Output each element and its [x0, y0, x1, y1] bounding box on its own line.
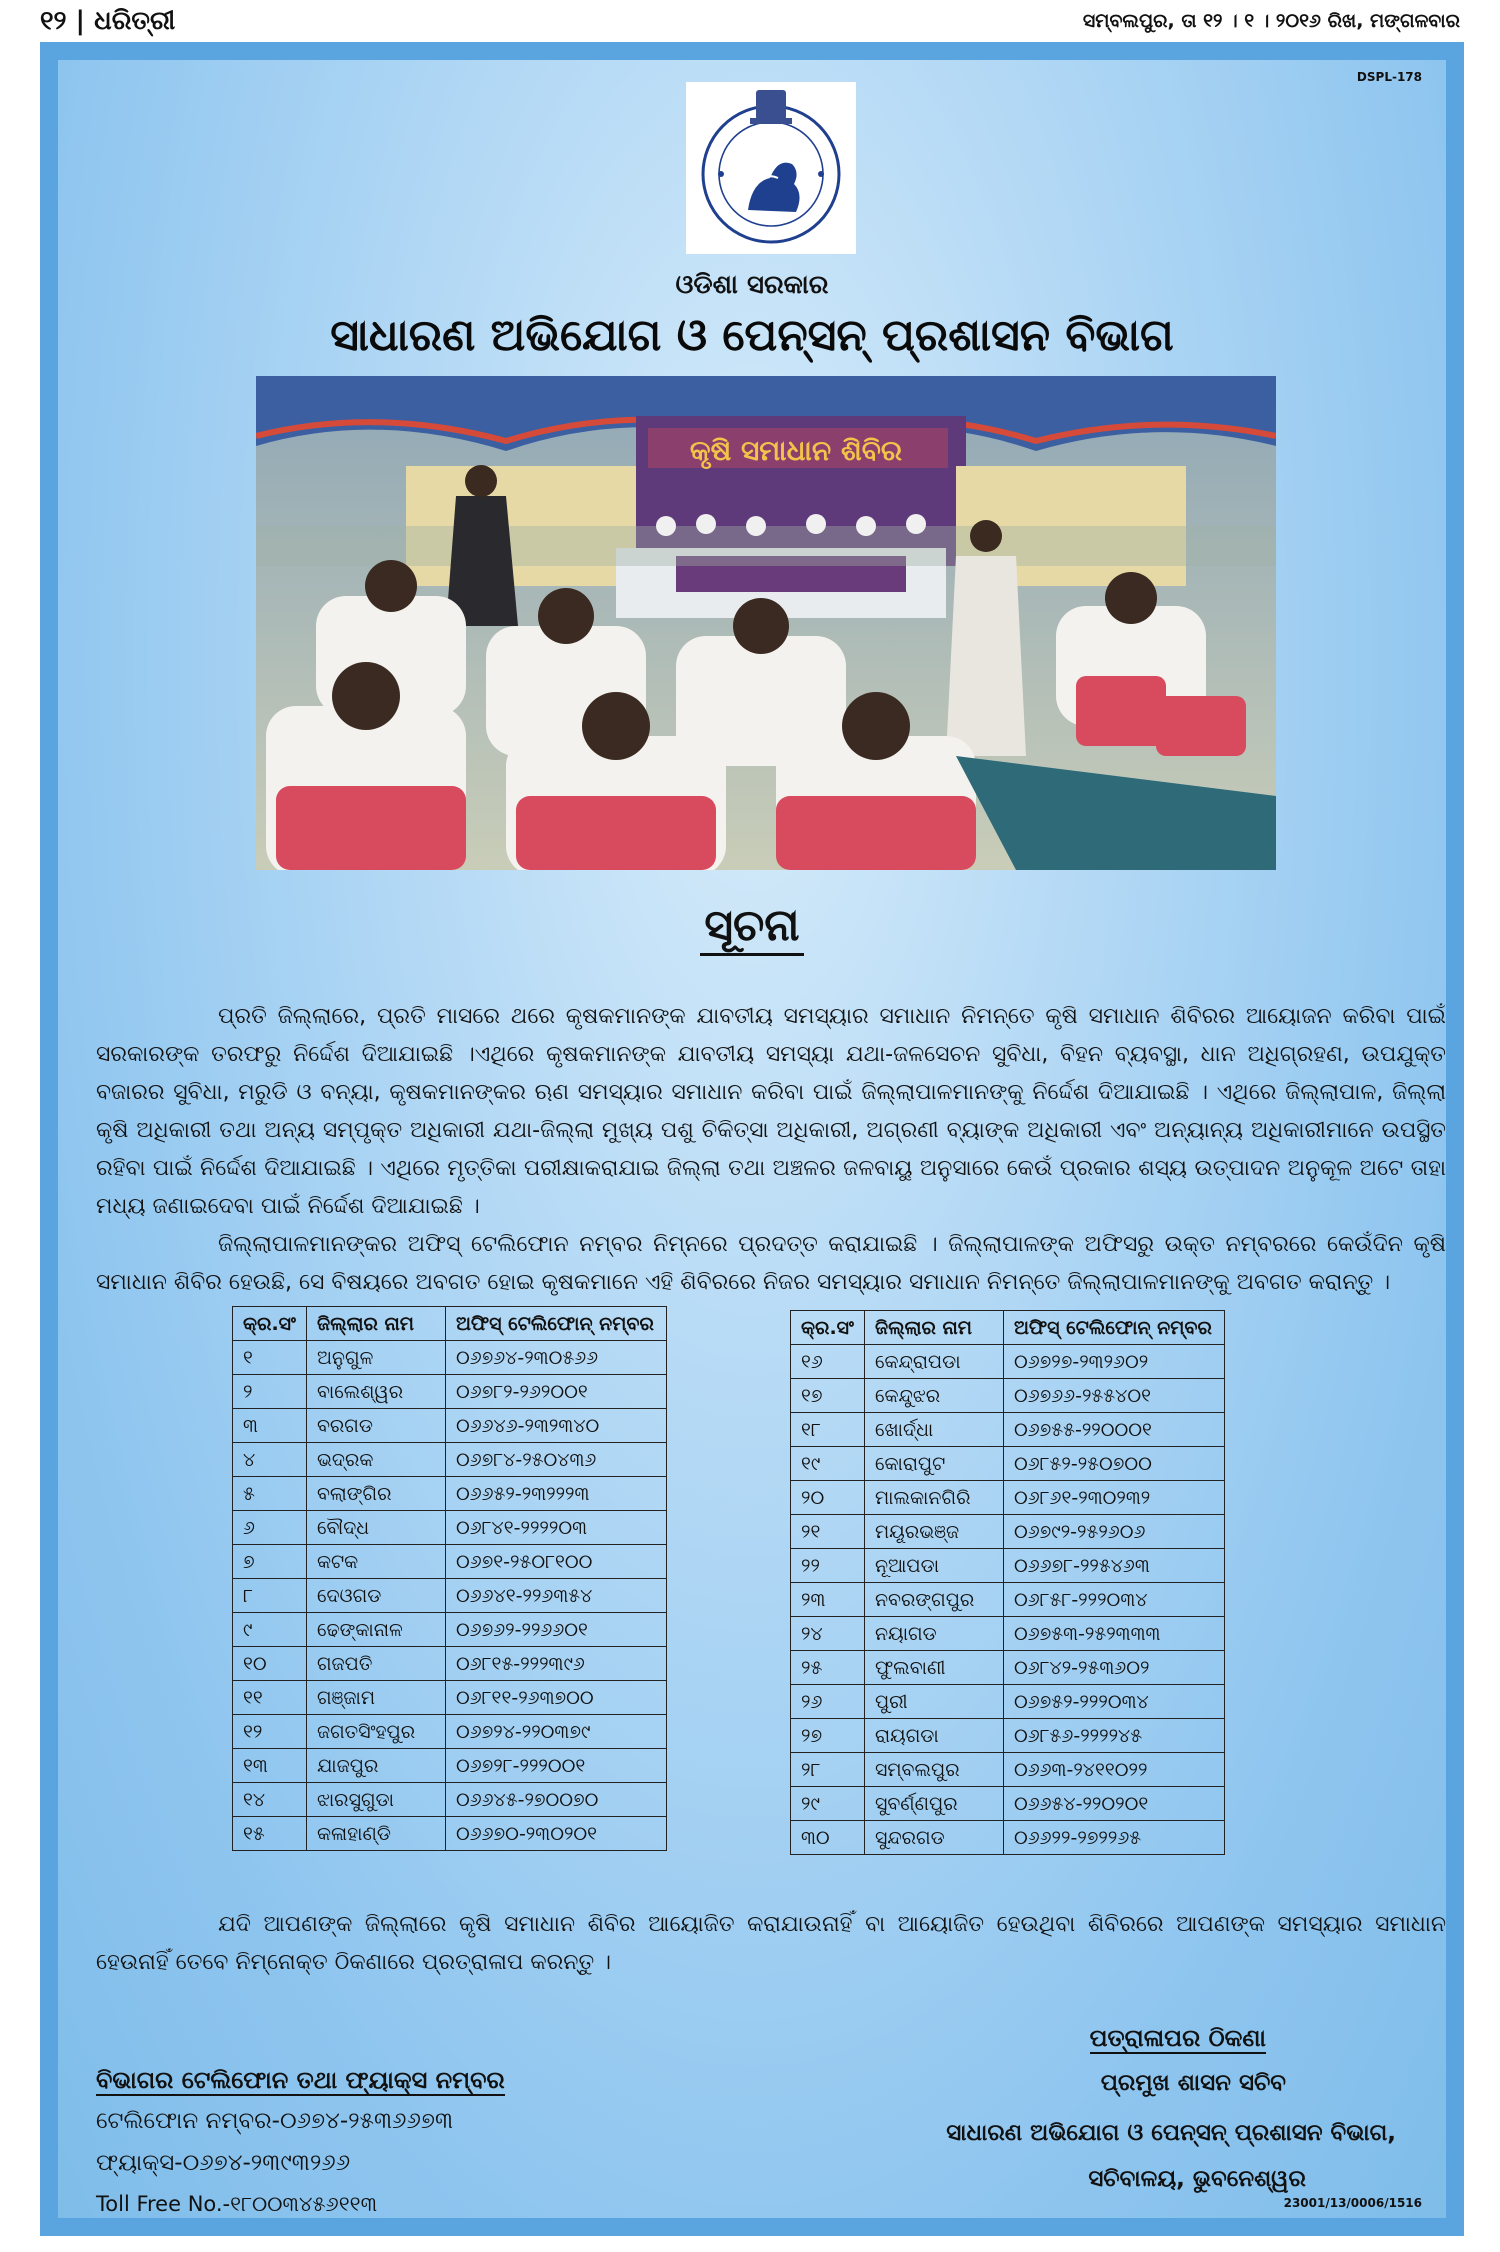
- serial-cell: ୯: [233, 1613, 307, 1647]
- serial-cell: ୨୩: [791, 1583, 865, 1617]
- district-cell: ମାଲକାନଗିରି: [864, 1481, 1003, 1515]
- district-cell: ଝାରସୁଗୁଡା: [306, 1783, 445, 1817]
- district-cell: ସୁବର୍ଣ୍ଣପୁର: [864, 1787, 1003, 1821]
- phone-cell: ୦୬୭୬୪-୨୩୦୫୬୬: [445, 1341, 666, 1375]
- phone-cell: ୦୬୭୨୭-୨୩୨୬୦୨: [1003, 1345, 1224, 1379]
- district-cell: କେନ୍ଦୁଝର: [864, 1379, 1003, 1413]
- table-row: [233, 1749, 667, 1783]
- district-cell: ଖୋର୍ଦ୍ଧା: [864, 1413, 1003, 1447]
- phone-cell: ୦୬୮୪୧-୨୨୨୨୦୩: [445, 1511, 666, 1545]
- table-row: [791, 1753, 1225, 1787]
- serial-cell: ୨୦: [791, 1481, 865, 1515]
- table-row: [791, 1821, 1225, 1855]
- serial-cell: ୭: [233, 1545, 307, 1579]
- table-row: [791, 1481, 1225, 1515]
- phone-cell: ୦୬୮୫୬-୨୨୨୨୪୫: [1003, 1719, 1224, 1753]
- notice-heading-text: ସୂଚନା: [700, 900, 803, 956]
- serial-cell: ୧୨: [233, 1715, 307, 1749]
- phone-cell: ୦୬୭୬୬-୨୫୫୪୦୧: [1003, 1379, 1224, 1413]
- district-cell: ଯାଜପୁର: [306, 1749, 445, 1783]
- newspaper-masthead: [0, 0, 1500, 42]
- district-cell: ଗଞ୍ଜାମ: [306, 1681, 445, 1715]
- district-cell: କେନ୍ଦ୍ରାପଡା: [864, 1345, 1003, 1379]
- phone-cell: ୦୬୭୫୨-୨୨୨୦୩୪: [1003, 1685, 1224, 1719]
- phone-cell: ୦୬୬୭୮-୨୨୫୪୬୩: [1003, 1549, 1224, 1583]
- notice-paragraph-2: ଜିଲ୍ଲାପାଳମାନଙ୍କର ଅଫିସ୍ ଟେଲିଫୋନ ନମ୍ବର ନିମ୍ନରେ ପ୍ରଦତ୍ତ କରାଯାଇଛି । ଜିଲ୍ଲାପାଳଙ୍କ ଅଫିସରୁ ଉକ୍ତ ନମ୍ବରରେ କେଉଁଦିନ କୃଷି ସମାଧାନ ଶିବିର ହେଉଛି, ସେ ବିଷୟରେ ଅବଗତ ହୋଇ କୃଷକମାନେ ଏହି ଶିବିରରେ ନିଜର ସମସ୍ୟାର ସମାଧାନ ନିମନ୍ତେ ଜିଲ୍ଲାପାଳମାନଙ୍କୁ ଅବଗତ କରାନ୍ତୁ ।: [96, 1232, 1446, 1295]
- serial-cell: ୧୭: [791, 1379, 865, 1413]
- serial-cell: ୨୫: [791, 1651, 865, 1685]
- phone-cell: ୦୬୮୫୮-୨୨୨୦୩୪: [1003, 1583, 1224, 1617]
- serial-cell: ୨୯: [791, 1787, 865, 1821]
- table-row: [233, 1783, 667, 1817]
- phone-cell: ୦୬୬୫୨-୨୩୨୨୨୩: [445, 1477, 666, 1511]
- district-cell: ନୂଆପଡା: [864, 1549, 1003, 1583]
- government-name: ଓଡିଶା ସରକାର: [675, 270, 829, 300]
- table-row: [791, 1447, 1225, 1481]
- district-cell: ନୟାଗଡ: [864, 1617, 1003, 1651]
- district-cell: ଭଦ୍ରକ: [306, 1443, 445, 1477]
- phone-cell: ୦୬୬୨୨-୨୭୨୨୬୫: [1003, 1821, 1224, 1855]
- table-row: [791, 1583, 1225, 1617]
- table-header-row: [791, 1311, 1225, 1345]
- table-row: [791, 1651, 1225, 1685]
- district-cell: ଦେଓଗଡ: [306, 1579, 445, 1613]
- phone-cell: ୦୬୬୭୦-୨୩୦୨୦୧: [445, 1817, 666, 1851]
- table-row: [791, 1515, 1225, 1549]
- department-phone: ଟେଲିଫୋନ ନମ୍ବର-୦୬୭୪-୨୫୩୬୬୭୩: [96, 2108, 454, 2134]
- district-cell: ଫୁଲବାଣୀ: [864, 1651, 1003, 1685]
- serial-cell: ୫: [233, 1477, 307, 1511]
- col-header-phone: ଅଫିସ୍ ଟେଲିଫୋନ୍ ନମ୍ବର: [445, 1307, 666, 1341]
- col-header-phone: ଅଫିସ୍ ଟେଲିଫୋନ୍ ନମ୍ବର: [1003, 1311, 1224, 1345]
- table-row: [791, 1413, 1225, 1447]
- department-fax: ଫ୍ୟାକ୍ସ-୦୬୭୪-୨୩୯୩୨୬୬: [96, 2150, 351, 2176]
- phone-cell: ୦୬୬୪୬-୨୩୨୩୪୦: [445, 1409, 666, 1443]
- department-contact-heading-text: ବିଭାଗର ଟେଲିଫୋନ ତଥା ଫ୍ୟାକ୍ସ ନମ୍ବର: [96, 2066, 505, 2094]
- phone-cell: ୦୬୭୨୮-୨୨୨୦୦୧: [445, 1749, 666, 1783]
- table-row: [233, 1613, 667, 1647]
- district-cell: ସୁନ୍ଦରଗଡ: [864, 1821, 1003, 1855]
- table-row: [233, 1477, 667, 1511]
- phone-cell: ୦୬୮୬୧-୨୩୦୨୩୨: [1003, 1481, 1224, 1515]
- serial-cell: ୨୧: [791, 1515, 865, 1549]
- phone-cell: ୦୬୬୪୫-୨୭୦୦୭୦: [445, 1783, 666, 1817]
- department-title: ସାଧାରଣ ଅଭିଯୋଗ ଓ ପେନ୍‌ସନ୍ ପ୍ରଶାସନ ବିଭାଗ: [330, 310, 1174, 361]
- table-row: [233, 1341, 667, 1375]
- ad-code-bottom: 23001/13/0006/1516: [1283, 2196, 1422, 2210]
- serial-cell: ୧୮: [791, 1413, 865, 1447]
- district-cell: ଜଗତସିଂହପୁର: [306, 1715, 445, 1749]
- col-header-district: ଜିଲ୍ଲାର ନାମ: [864, 1311, 1003, 1345]
- address-location: ସଚିବାଳୟ, ଭୁବନେଶ୍ୱର: [1088, 2166, 1306, 2192]
- table-row: [233, 1715, 667, 1749]
- krushi-samadhan-camp-photo: [256, 376, 1276, 870]
- district-cell: ବାଲେଶ୍ୱର: [306, 1375, 445, 1409]
- phone-cell: ୦୬୬୫୪-୨୨୦୨୦୧: [1003, 1787, 1224, 1821]
- district-cell: ବଲାଙ୍ଗିର: [306, 1477, 445, 1511]
- table-row: [233, 1375, 667, 1409]
- serial-cell: ୧: [233, 1341, 307, 1375]
- table-row: [791, 1549, 1225, 1583]
- serial-cell: ୧୩: [233, 1749, 307, 1783]
- district-cell: କୋରାପୁଟ: [864, 1447, 1003, 1481]
- phone-cell: ୦୬୭୮୨-୨୬୨୦୦୧: [445, 1375, 666, 1409]
- odisha-emblem-logo: [686, 82, 856, 254]
- district-cell: ମୟୂରଭଞ୍ଜ: [864, 1515, 1003, 1549]
- table-row: [791, 1719, 1225, 1753]
- notice-paragraph-1: ପ୍ରତି ଜିଲ୍ଲାରେ, ପ୍ରତି ମାସରେ ଥରେ କୃଷକମାନଙ୍କ ଯାବତୀୟ ସମସ୍ୟାର ସମାଧାନ ନିମନ୍ତେ କୃଷି ସମାଧାନ ଶିବିରର ଆୟୋଜନ କରିବା ପାଇଁ ସରକାରଙ୍କ ତରଫରୁ ନିର୍ଦ୍ଦେଶ ଦିଆଯାଇଛି ।ଏଥିରେ କୃଷକମାନଙ୍କ ଯାବତୀୟ ସମସ୍ୟା ଯଥା-ଜଳସେଚନ ସୁବିଧା, ବିହନ ବ୍ୟବସ୍ଥା, ଧାନ ଅଧିଗ୍ରହଣ, ଉପଯୁକ୍ତ ବଜାରର ସୁବିଧା, ମରୁଡି ଓ ବନ୍ୟା, କୃଷକମାନଙ୍କର ଋଣ ସମସ୍ୟାର ସମାଧାନ କରିବା ପାଇଁ ଜିଲ୍ଲାପାଳମାନଙ୍କୁ ନିର୍ଦ୍ଦେଶ ଦିଆଯାଇଛି । ଏଥିରେ ଜିଲ୍ଲାପାଳ, ଜିଲ୍ଲା କୃଷି ଅଧିକାରୀ ତଥା ଅନ୍ୟ ସମ୍ପୃକ୍ତ ଅଧିକାରୀ ଯଥା-ଜିଲ୍ଲା ମୁଖ୍ୟ ପଶୁ ଚିକିତ୍ସା ଅଧିକାରୀ, ଅଗ୍ରଣୀ ବ୍ୟାଙ୍କ ଅଧିକାରୀ ଏବଂ ଅନ୍ୟାନ୍ୟ ଅଧିକାରୀମାନେ ଉପସ୍ଥିତ ରହିବା ପାଇଁ ନିର୍ଦ୍ଦେଶ ଦିଆଯାଇଛି । ଏଥିରେ ମୃତ୍ତିକା ପରୀକ୍ଷାକରାଯାଇ ଜିଲ୍ଲା ତଥା ଅଞ୍ଚଳର ଜଳବାୟୁ ଅନୁସାରେ କେଉଁ ପ୍ରକାର ଶସ୍ୟ ଉତ୍ପାଦନ ଅନୁକୂଳ ଅଟେ ତାହା ମଧ୍ୟ ଜଣାଇଦେବା ପାଇଁ ନିର୍ଦ୍ଦେଶ ଦିଆଯାଇଛି ।: [96, 1004, 1446, 1219]
- phone-cell: ୦୬୮୧୫-୨୨୨୩୯୬: [445, 1647, 666, 1681]
- serial-cell: ୧୬: [791, 1345, 865, 1379]
- table-row: [791, 1685, 1225, 1719]
- district-cell: ଅନୁଗୁଳ: [306, 1341, 445, 1375]
- phone-cell: ୦୬୭୬୨-୨୨୬୬୦୧: [445, 1613, 666, 1647]
- serial-cell: ୨୪: [791, 1617, 865, 1651]
- address-department: ସାଧାରଣ ଅଭିଯୋଗ ଓ ପେନ୍‌ସନ୍ ପ୍ରଶାସନ ବିଭାଗ,: [946, 2120, 1396, 2146]
- table-row: [791, 1787, 1225, 1821]
- collector-phone-table-left: [232, 1306, 667, 1851]
- department-contact-heading: [96, 2066, 505, 2094]
- table-row: [233, 1579, 667, 1613]
- table-row: [791, 1379, 1225, 1413]
- serial-cell: ୧୧: [233, 1681, 307, 1715]
- district-cell: ସମ୍ବଲପୁର: [864, 1753, 1003, 1787]
- serial-cell: ୩: [233, 1409, 307, 1443]
- dateline: ସମ୍ବଲପୁର, ତା ୧୨ । ୧ । ୨୦୧୬ ରିଖ, ମଙ୍ଗଳବାର: [1082, 10, 1460, 32]
- photo-banner-text: କୃଷି ସମାଧାନ ଶିବିର: [689, 434, 903, 467]
- serial-cell: ୧୪: [233, 1783, 307, 1817]
- serial-cell: ୨୮: [791, 1753, 865, 1787]
- serial-cell: ୧୯: [791, 1447, 865, 1481]
- phone-cell: ୦୬୮୫୨-୨୫୦୭୦୦: [1003, 1447, 1224, 1481]
- serial-cell: ୬: [233, 1511, 307, 1545]
- table-row: [233, 1647, 667, 1681]
- phone-cell: ୦୬୭୧-୨୫୦୮୧୦୦: [445, 1545, 666, 1579]
- district-cell: ରାୟଗଡା: [864, 1719, 1003, 1753]
- table-row: [233, 1817, 667, 1851]
- serial-cell: ୮: [233, 1579, 307, 1613]
- district-cell: ବୌଦ୍ଧ: [306, 1511, 445, 1545]
- notice-heading: [58, 900, 1446, 951]
- table-row: [233, 1511, 667, 1545]
- table-row: [791, 1617, 1225, 1651]
- page-and-paper-name: ୧୨ | ଧରିତ୍ରୀ: [40, 6, 176, 36]
- district-cell: ନବରଙ୍ଗପୁର: [864, 1583, 1003, 1617]
- toll-free-number: Toll Free No.-୧୮୦୦୩୪୫୬୧୧୩: [96, 2192, 378, 2216]
- district-cell: ଢେଙ୍କାନାଳ: [306, 1613, 445, 1647]
- address-designation: ପ୍ରମୁଖ ଶାସନ ସଚିବ: [1100, 2070, 1286, 2096]
- table-header-row: [233, 1307, 667, 1341]
- table-row: [233, 1681, 667, 1715]
- serial-cell: ୧୫: [233, 1817, 307, 1851]
- phone-cell: ୦୬୮୪୨-୨୫୩୬୦୨: [1003, 1651, 1224, 1685]
- notice-paragraph-3: ଯଦି ଆପଣଙ୍କ ଜିଲ୍ଲାରେ କୃଷି ସମାଧାନ ଶିବିର ଆୟୋଜିତ କରାଯାଉନାହିଁ ବା ଆୟୋଜିତ ହେଉଥିବା ଶିବିରରେ ଆପଣଙ୍କ ସମସ୍ୟାର ସମାଧାନ ହେଉନାହିଁ ତେବେ ନିମ୍ନୋକ୍ତ ଠିକଣାରେ ପ୍ରତ୍ରାଳାପ କରନ୍ତୁ ।: [96, 1912, 1446, 1975]
- district-cell: କଟକ: [306, 1545, 445, 1579]
- ad-code-top: DSPL-178: [1356, 70, 1422, 84]
- phone-cell: ୦୬୭୮୪-୨୫୦୪୩୬: [445, 1443, 666, 1477]
- district-cell: ପୁରୀ: [864, 1685, 1003, 1719]
- table-row: [233, 1443, 667, 1477]
- table-row: [233, 1409, 667, 1443]
- advertisement-panel: [58, 60, 1446, 2218]
- phone-cell: ୦୬୬୩-୨୪୧୧୦୨୨: [1003, 1753, 1224, 1787]
- collector-phone-table-right: [790, 1310, 1225, 1855]
- phone-cell: ୦୬୭୨୪-୨୨୦୩୭୯: [445, 1715, 666, 1749]
- col-header-district: ଜିଲ୍ଲାର ନାମ: [306, 1307, 445, 1341]
- serial-cell: ୨୨: [791, 1549, 865, 1583]
- phone-cell: ୦୬୭୫୫-୨୨୦୦୦୧: [1003, 1413, 1224, 1447]
- district-cell: ବରଗଡ: [306, 1409, 445, 1443]
- serial-cell: ୨: [233, 1375, 307, 1409]
- phone-cell: ୦୬୭୫୩-୨୫୨୩୩୩: [1003, 1617, 1224, 1651]
- serial-cell: ୨୭: [791, 1719, 865, 1753]
- phone-cell: ୦୬୬୪୧-୨୨୬୩୫୪: [445, 1579, 666, 1613]
- col-header-serial: କ୍ର.ସଂ: [233, 1307, 307, 1341]
- government-advertisement: [40, 42, 1464, 2236]
- correspondence-address-heading-text: ପତ୍ରାଳାପର ଠିକଣା: [1089, 2024, 1266, 2052]
- serial-cell: ୪: [233, 1443, 307, 1477]
- serial-cell: ୩୦: [791, 1821, 865, 1855]
- col-header-serial: କ୍ର.ସଂ: [791, 1311, 865, 1345]
- serial-cell: ୧୦: [233, 1647, 307, 1681]
- table-row: [233, 1545, 667, 1579]
- serial-cell: ୨୬: [791, 1685, 865, 1719]
- phone-cell: ୦୬୭୯୨-୨୫୨୬୦୬: [1003, 1515, 1224, 1549]
- table-row: [791, 1345, 1225, 1379]
- correspondence-address-heading: [1090, 2024, 1266, 2052]
- district-cell: କଳାହାଣ୍ଡି: [306, 1817, 445, 1851]
- district-cell: ଗଜପତି: [306, 1647, 445, 1681]
- phone-cell: ୦୬୮୧୧-୨୬୩୭୦୦: [445, 1681, 666, 1715]
